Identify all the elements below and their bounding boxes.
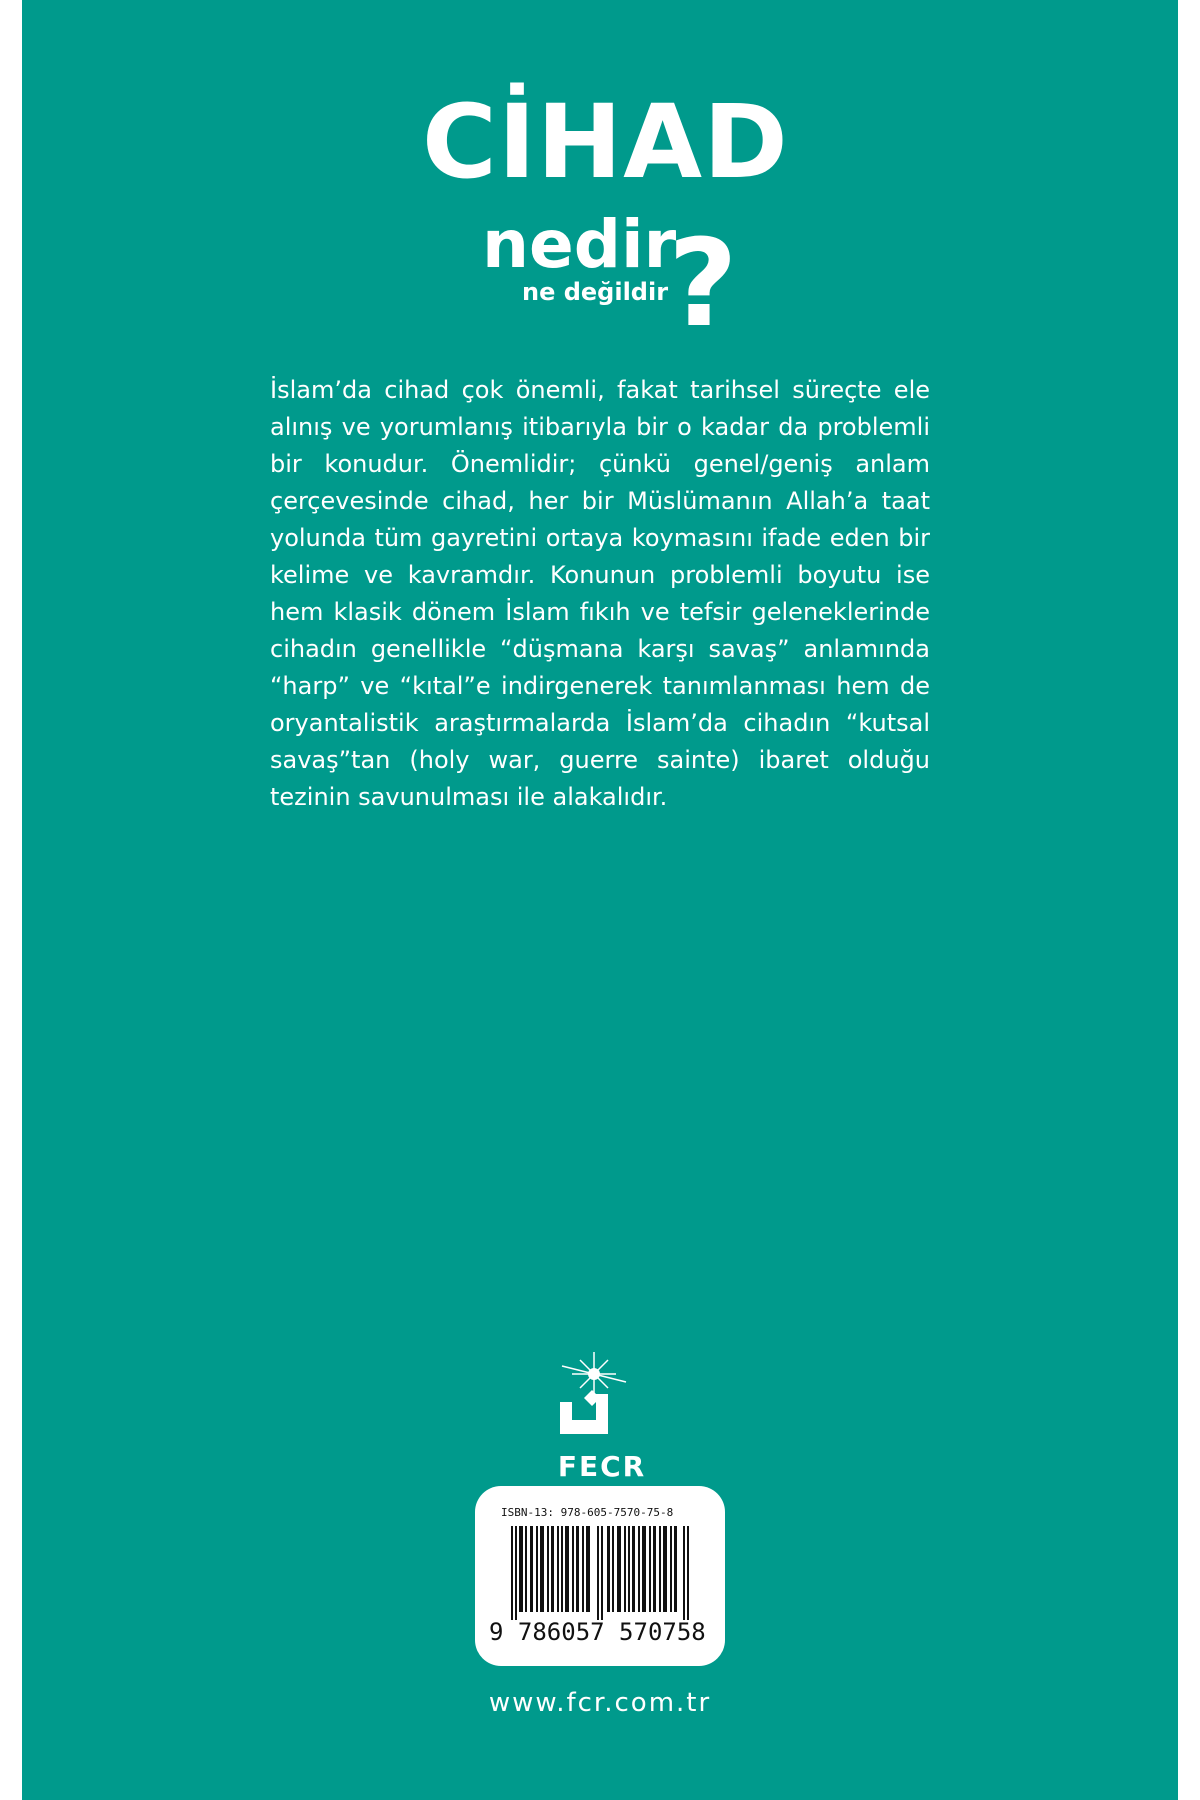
title-block [422,83,822,354]
publisher-name: FECR [557,1450,647,1483]
back-cover-blurb: İslam’da cihad çok önemli, fakat tarihsel süreçte ele alınış ve yorumlanış itibarıyla bir o kadar da problemli bir konudur. Önemlidir; çünkü genel/geniş anlam çerçevesinde cihad, her bir Müslümanın Allah’a taat yolunda tüm gayretini ortaya koymasını ifade eden bir kelime ve kavramdır. Konunun problemli boyutu ise hem klasik dönem İslam fıkıh ve tefsir geleneklerinde cihadın genellikle “düşmana karşı savaş” anlamında “harp” ve “kıtal”e indirgenerek tanımlanması hem de oryantalistik araştırmalarda İslam’da cihadın “kutsal savaş”tan (holy war, guerre sainte) ibaret olduğu tezinin savunulması ile alakalıdır. [270,376,930,811]
isbn-label: ISBN-13: 978-605-7570-75-8 [501,1506,674,1519]
barcode-digits: 9 786057 570758 [489,1618,706,1646]
book-back-cover [22,0,1178,1800]
title-main: CİHAD [422,83,789,202]
fecr-logo-icon [532,1350,672,1450]
barcode-bars [511,1526,691,1620]
barcode-box [475,1486,725,1666]
publisher-logo [532,1350,672,1490]
title-question-mark: ? [668,215,738,354]
publisher-website: www.fcr.com.tr [488,1688,712,1718]
title-sub: nedir [482,206,677,283]
title-sub-secondary: ne değildir [522,278,669,306]
